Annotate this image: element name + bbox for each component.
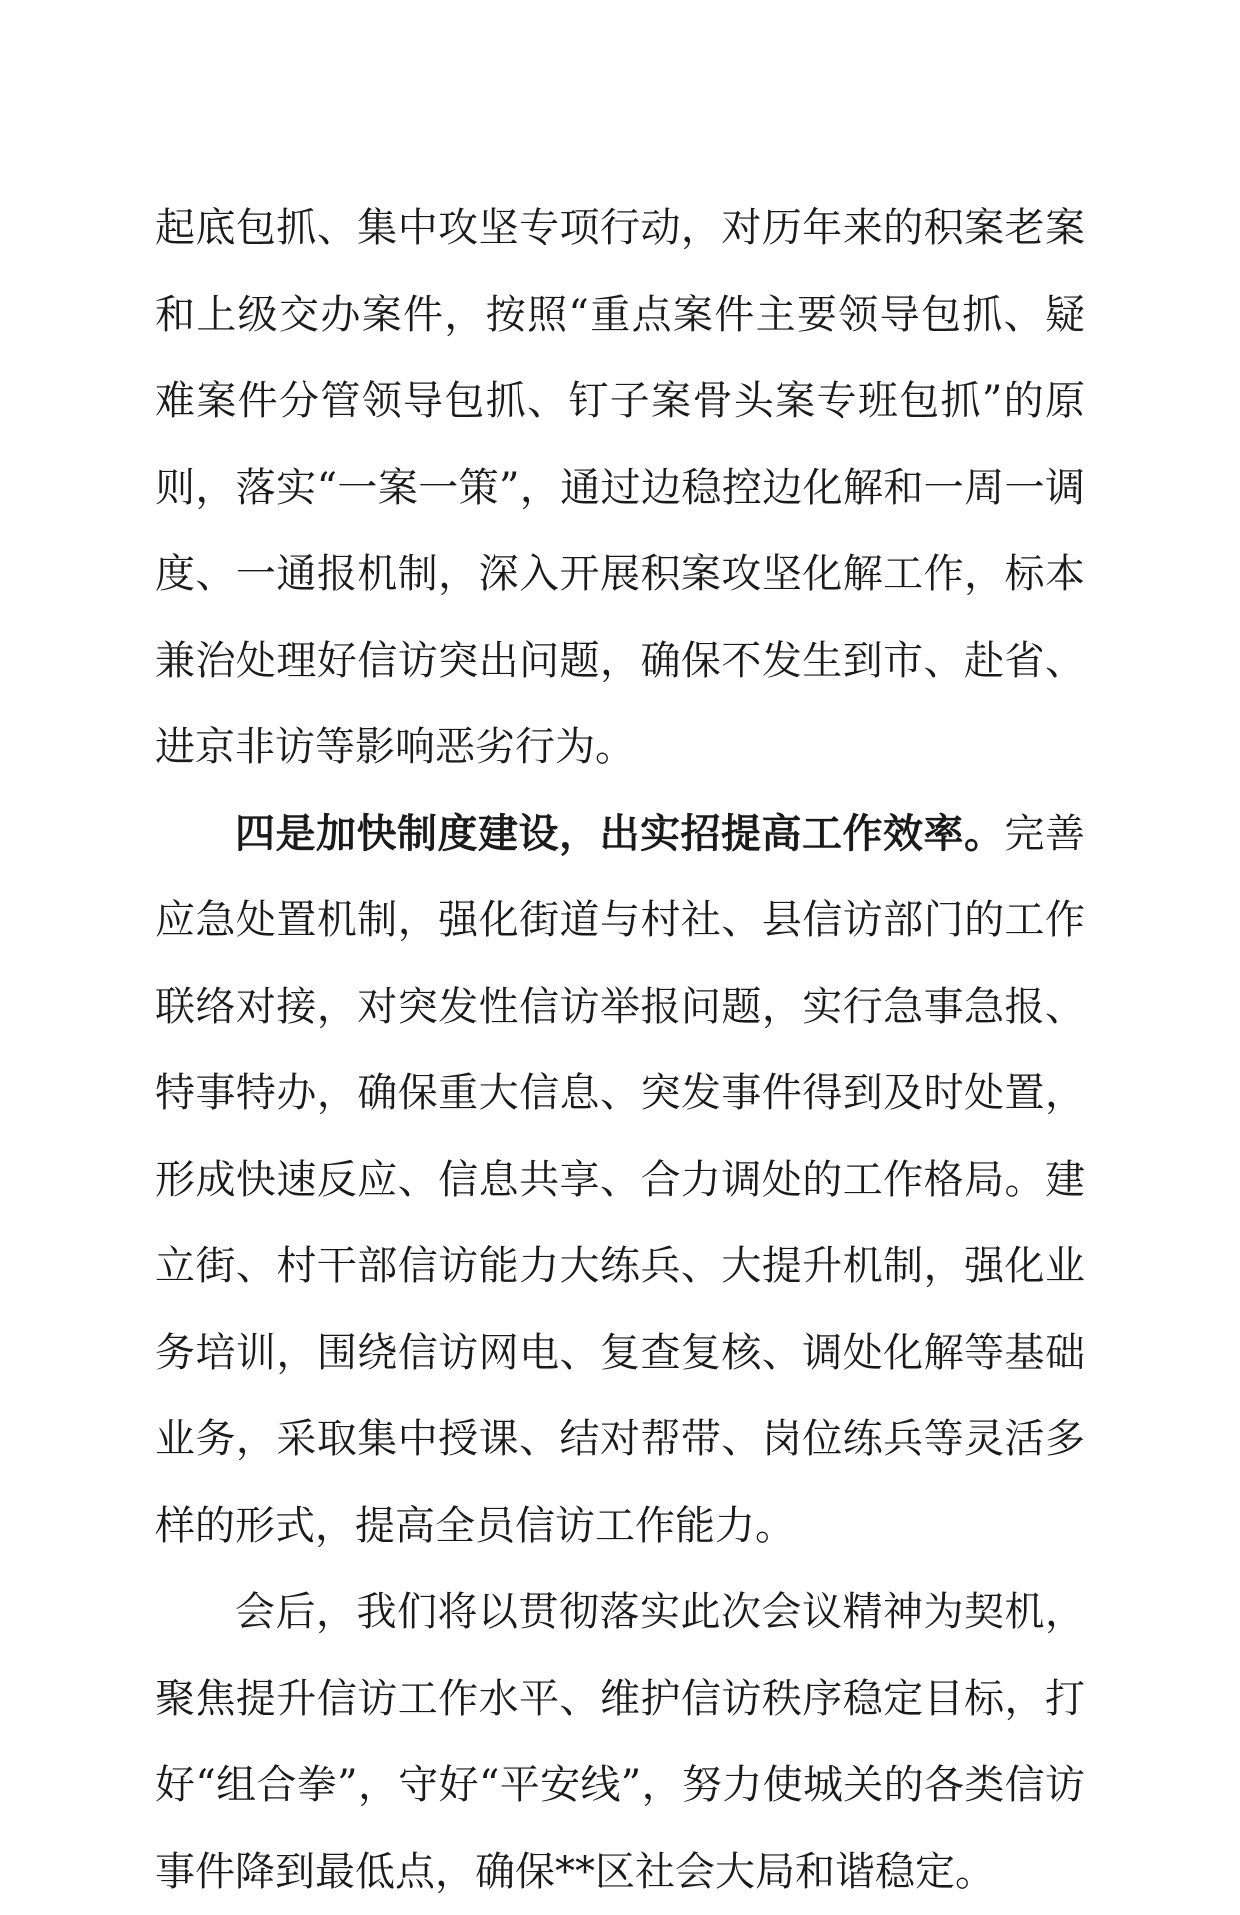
paragraph-2-heading: 四是加快制度建设，出实招提高工作效率。 — [235, 810, 1005, 857]
paragraph-2 — [155, 791, 1085, 1570]
paragraph-3-text: 会后，我们将以贯彻落实此次会议精神为契机，聚焦提升信访工作水平、维护信访秩序稳定目标，打好“组合拳”，守好“平安线”，努力使城关的各类信访事件降到最低点，确保**区社会大局和谐稳定。 — [155, 1589, 1085, 1895]
paragraph-1-text: 起底包抓、集中攻坚专项行动，对历年来的积案老案和上级交办案件，按照“重点案件主要领导包抓、疑难案件分管领导包抓、钉子案骨头案专班包抓”的原则，落实“一案一策”，通过边稳控边化解和一周一调度、一通报机制，深入开展积案攻坚化解工作，标本兼治处理好信访突出问题，确保不发生到市、赴省、进京非访等影响恶劣行为。 — [155, 205, 1085, 770]
paragraph-1 — [155, 185, 1085, 791]
paragraph-3 — [155, 1569, 1085, 1915]
document-body — [155, 185, 1085, 1915]
paragraph-2-text: 完善应急处置机制，强化街道与村社、县信访部门的工作联络对接，对突发性信访举报问题，实行急事急报、特事特办，确保重大信息、突发事件得到及时处置，形成快速反应、信息共享、合力调处的工作格局。建立街、村干部信访能力大练兵、大提升机制，强化业务培训，围绕信访网电、复查复核、调处化解等基础业务，采取集中授课、结对帮带、岗位练兵等灵活多样的形式，提高全员信访工作能力。 — [155, 810, 1085, 1549]
